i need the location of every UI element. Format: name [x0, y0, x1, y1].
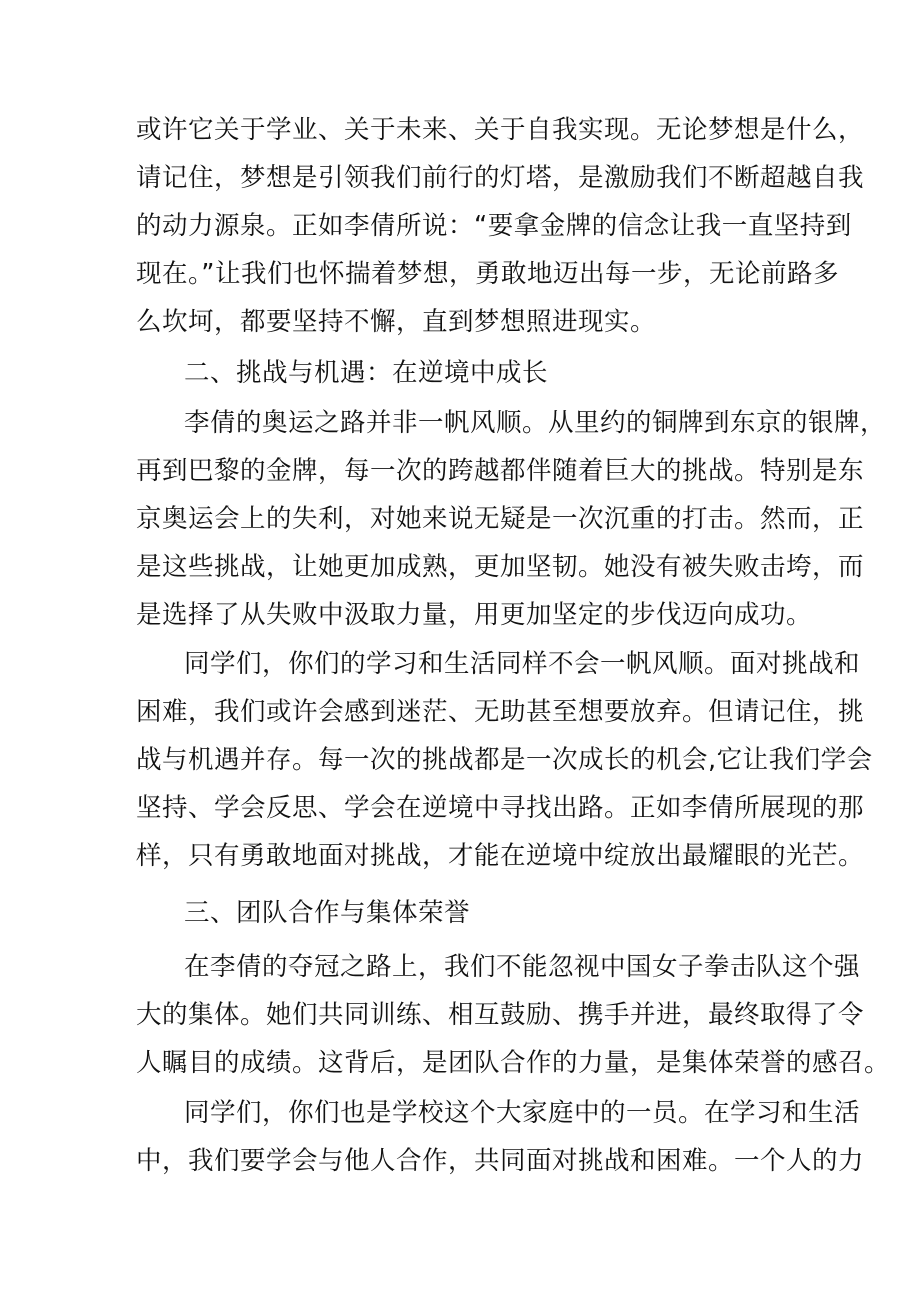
paragraph-line: 人瞩目的成绩。这背后，是团队合作的力量，是集体荣誉的感召。 — [136, 1048, 891, 1078]
paragraph-line: 中，我们要学会与他人合作，共同面对挑战和困难。一个人的力 — [136, 1146, 865, 1176]
paragraph-line: 在李倩的夺冠之路上，我们不能忽视中国女子拳击队这个强 — [184, 952, 861, 982]
paragraph-line: 再到巴黎的金牌，每一次的跨越都伴随着巨大的挑战。特别是东 — [136, 456, 865, 486]
paragraph-line: 么坎坷，都要坚持不懈，直到梦想照进现实。 — [136, 307, 657, 337]
paragraph-line: 大的集体。她们共同训练、相互鼓励、携手并进，最终取得了令 — [136, 1000, 865, 1030]
section-heading: 二、挑战与机遇：在逆境中成长 — [184, 358, 549, 388]
paragraph-line: 的动力源泉。正如李倩所说：“要拿金牌的信念让我一直坚持到 — [136, 211, 852, 241]
section-heading: 三、团队合作与集体荣誉 — [184, 898, 471, 928]
paragraph-line: 同学们，你们也是学校这个大家庭中的一员。在学习和生活 — [184, 1098, 861, 1128]
paragraph-line: 请记住，梦想是引领我们前行的灯塔，是激励我们不断超越自我 — [136, 163, 865, 193]
paragraph-line: 同学们，你们的学习和生活同样不会一帆风顺。面对挑战和 — [184, 649, 861, 679]
paragraph-line: 或许它关于学业、关于未来、关于自我实现。无论梦想是什么， — [136, 115, 865, 145]
paragraph-line: 战与机遇并存。每一次的挑战都是一次成长的机会,它让我们学会 — [136, 745, 873, 775]
paragraph-line: 是这些挑战，让她更加成熟，更加坚韧。她没有被失败击垮，而 — [136, 552, 865, 582]
paragraph-line: 是选择了从失败中汲取力量，用更加坚定的步伐迈向成功。 — [136, 600, 813, 630]
paragraph-line: 李倩的奥运之路并非一帆风顺。从里约的铜牌到东京的银牌， — [184, 408, 887, 438]
paragraph-line: 京奥运会上的失利，对她来说无疑是一次沉重的打击。然而，正 — [136, 504, 865, 534]
paragraph-line: 困难，我们或许会感到迷茫、无助甚至想要放弃。但请记住，挑 — [136, 697, 865, 727]
paragraph-line: 坚持、学会反思、学会在逆境中寻找出路。正如李倩所展现的那 — [136, 793, 865, 823]
paragraph-line: 现在。”让我们也怀揣着梦想，勇敢地迈出每一步，无论前路多 — [136, 259, 839, 289]
paragraph-line: 样，只有勇敢地面对挑战，才能在逆境中绽放出最耀眼的光芒。 — [136, 841, 865, 871]
